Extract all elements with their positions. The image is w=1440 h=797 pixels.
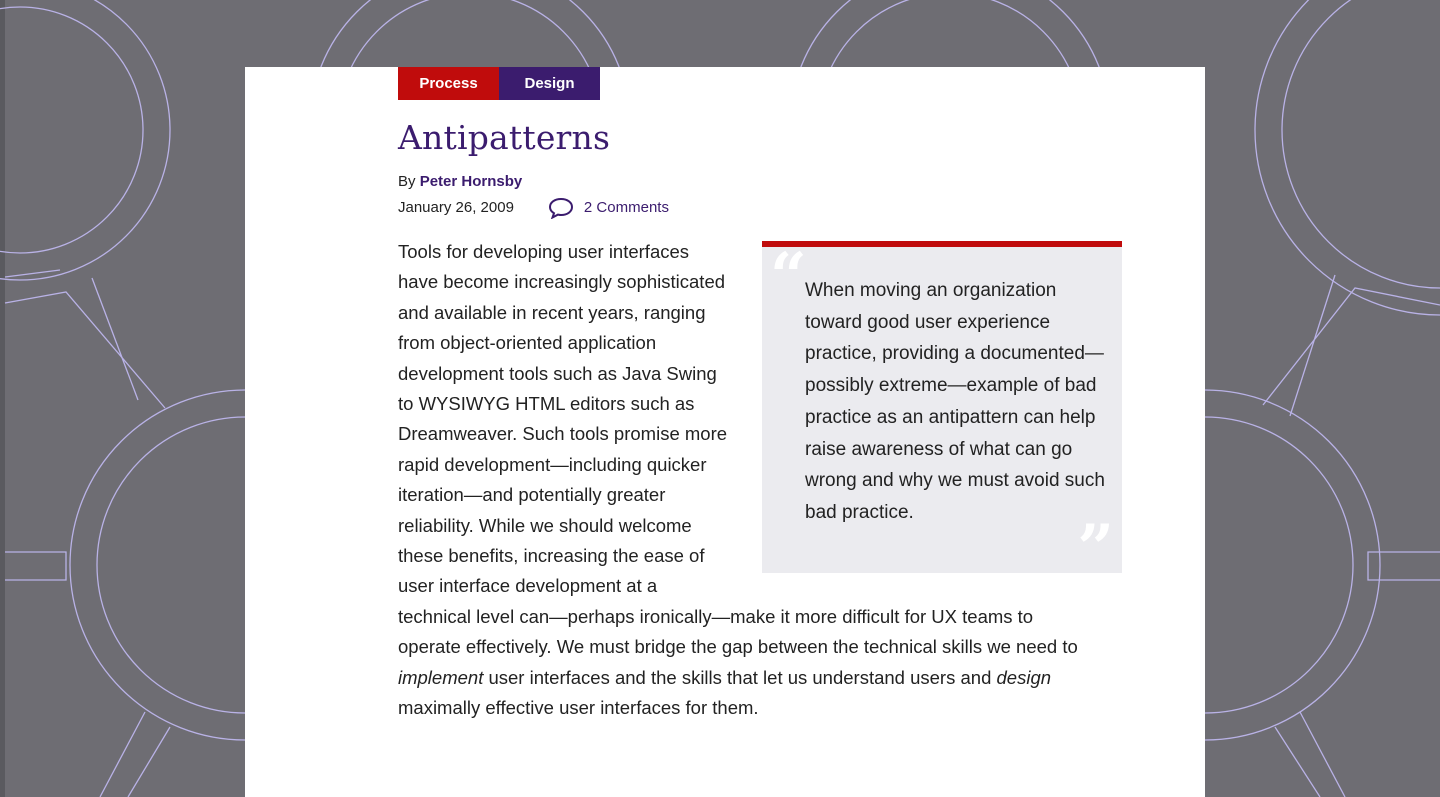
category-tags [398, 67, 1081, 100]
emphasis-implement: implement [398, 666, 484, 688]
body-text-part-2: user interfaces and the skills that let us understand users and [483, 666, 997, 688]
comments-link[interactable]: 2 Comments [583, 199, 669, 216]
pullquote-text: When moving an organization toward good user experience practice, providing a documented—possibly extreme—example of bad practice as an antipattern can help raise awareness of what can go wrong and why we must avoid such bad practice. [805, 280, 1105, 523]
tag-design[interactable]: Design [499, 67, 600, 100]
post-date: January 26, 2009 [398, 199, 514, 216]
comment-bubble-icon[interactable] [548, 197, 574, 219]
article-card [245, 67, 1205, 797]
author-link[interactable]: Peter Hornsby [419, 173, 523, 190]
close-quote-icon: ” [1077, 511, 1114, 586]
emphasis-design: design [996, 666, 1052, 688]
body-text-part-3: maximally effective user interfaces for them. [398, 697, 759, 719]
body-text-part-1: Tools for developing user interfaces have become increasingly sophisticated and available in recent years, ranging from object-oriented application development tools such as Java Swing to WYSIWYG HTML editors such as Dreamweaver. Such tools promise more rapid development—including quicker iteration—and potentially greater reliability. While we should welcome these benefits, increasing the ease of user interface development at a technical level can—perhaps ironically—make it more difficult for UX teams to operate effectively. We must bridge the gap between the technical skills we need to [398, 241, 1078, 658]
post-meta [398, 197, 1081, 219]
tag-process[interactable]: Process [398, 67, 499, 100]
open-quote-icon: “ [770, 239, 807, 314]
pullquote [762, 239, 1122, 586]
article-body [398, 237, 1114, 724]
article [398, 67, 1114, 724]
byline [398, 171, 1081, 193]
article-title: Antipatterns [398, 118, 611, 157]
byline-prefix: By [398, 173, 416, 190]
